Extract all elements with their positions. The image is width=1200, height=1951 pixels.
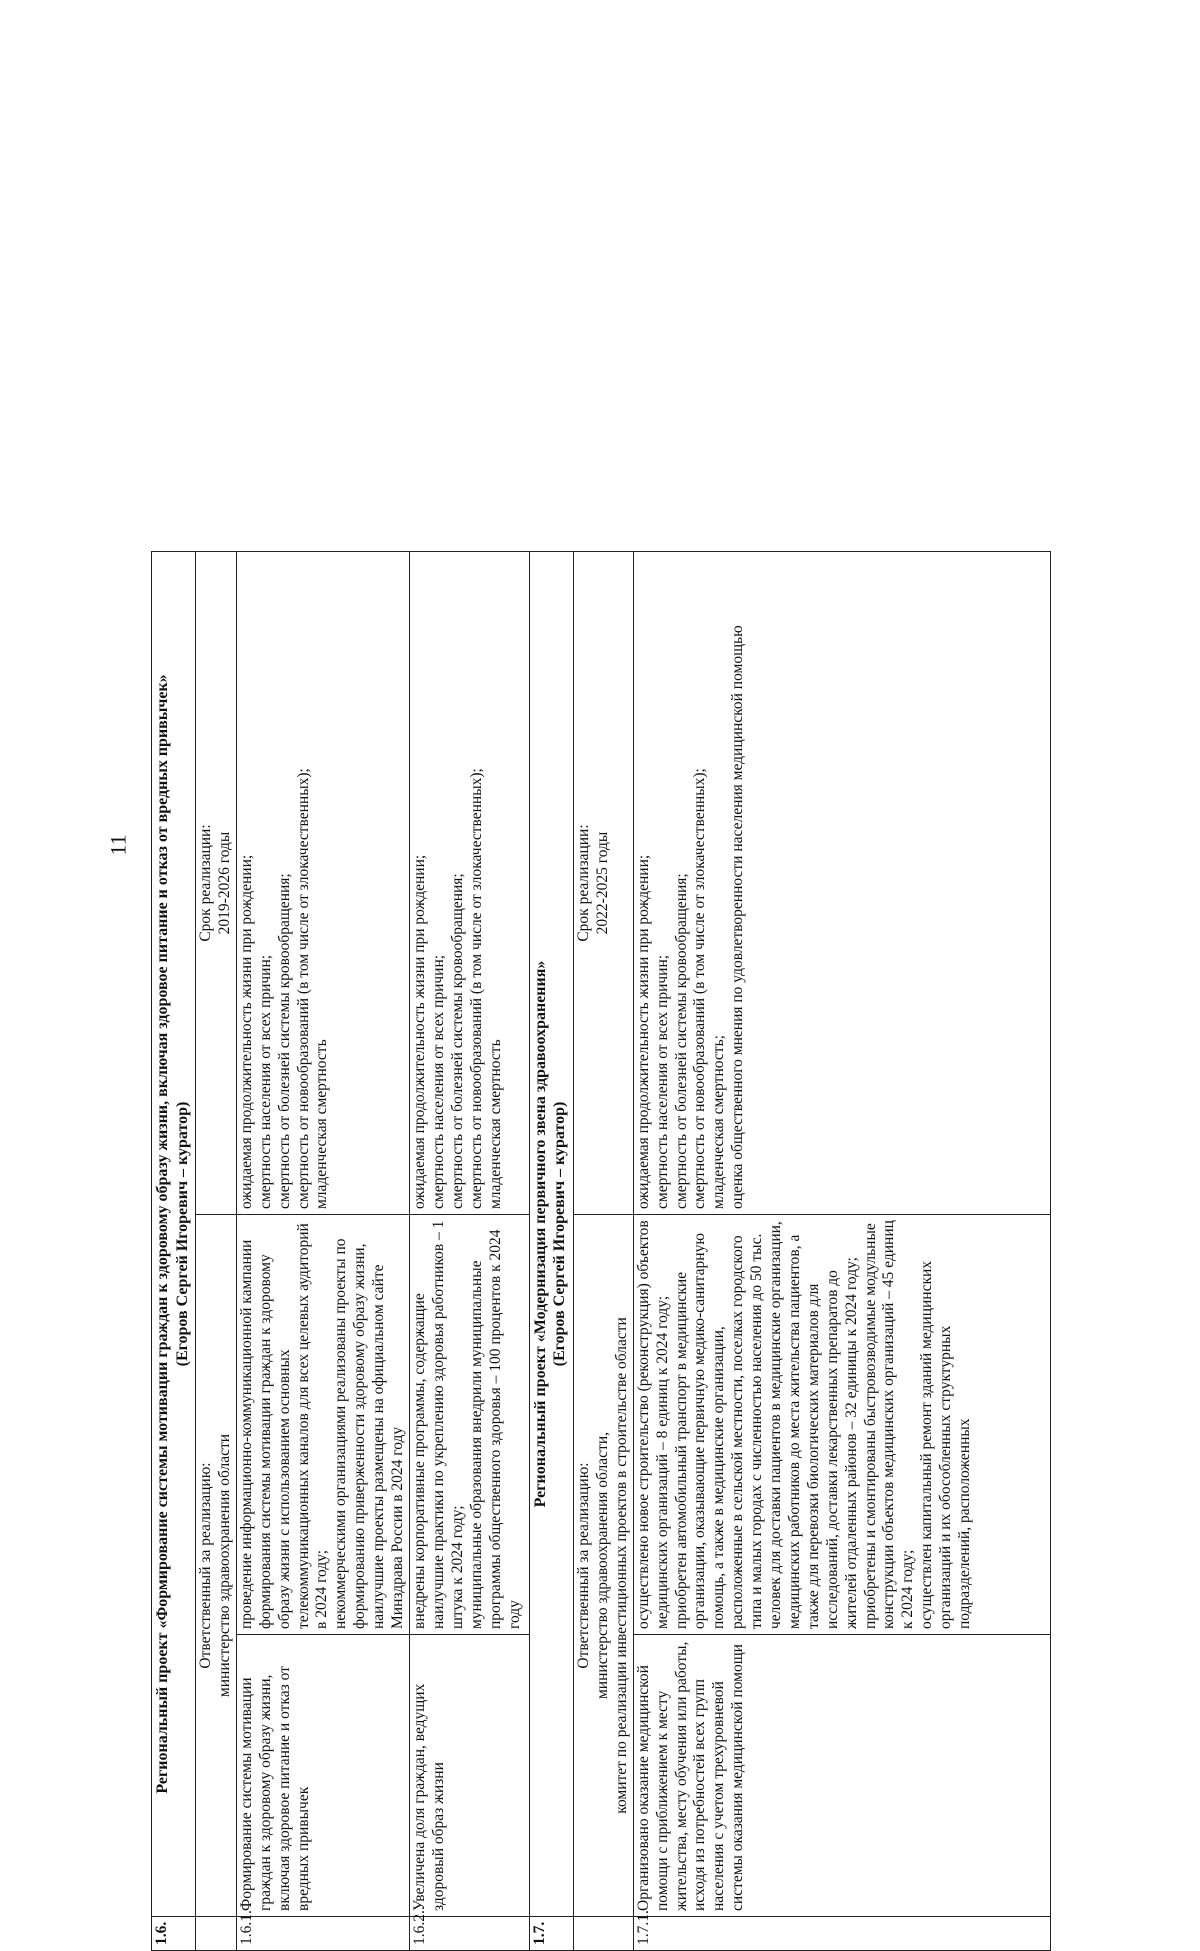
project-header-row [529, 552, 573, 1951]
indicator-item: оценка общественного мнения по удовлетворенности населения медицинской помощью [729, 625, 747, 1209]
indicator-item: смертность от новообразований (в том числе от злокачественных); [294, 768, 312, 1209]
responsible-row [196, 552, 237, 1951]
responsible-label: Ответственный за реализацию: [197, 1462, 214, 1669]
measure-item: проведение информационно-коммуникационной кампании формирования системы мотивации граждан к здоровому образу жизни с использованием основных телекоммуникационных каналов для всех целевых аудиторий в 2024 году; [237, 1223, 331, 1629]
indicator-item: смертность от болезней системы кровообращения; [448, 873, 466, 1209]
indicator-item: ожидаемая продолжительность жизни при рождении; [410, 854, 428, 1209]
project-curator: (Егоров Сергей Игоревич – куратор) [173, 1101, 191, 1367]
measures-cell [633, 1215, 1050, 1635]
measures-cell [409, 1215, 529, 1635]
indicator-item: младенческая смертность; [710, 1035, 728, 1209]
indicator-item: смертность населения от всех причин; [653, 954, 671, 1209]
indicators-cell [236, 552, 409, 1215]
project-title [529, 552, 573, 1917]
project-title-line: Региональный проект «Модернизация первичного звена здравоохранения» [531, 960, 549, 1508]
measure-item: осуществлено новое строительство (реконструкция) объектов медицинских организаций – 8 единиц к 2024 году; [634, 1220, 671, 1629]
term-value: 2022-2025 годы [593, 831, 611, 935]
measure-item: внедрены корпоративные программы, содержащие наилучшие практики по укреплению здоровья работников – 1 штука к 2024 году; [410, 1220, 466, 1629]
result-text: Увеличена доля граждан, ведущих здоровый образ жизни [409, 1635, 529, 1917]
project-curator: (Егоров Сергей Игоревич – куратор) [551, 1101, 569, 1367]
indicators-cell [633, 552, 1050, 1215]
result-text: Организовано оказание медицинской помощи с приближением к месту жительства, месту обучения или работы, исходя из потребностей всех групп населения с учетом трехуровневой системы оказания медицинской помощи [633, 1635, 1050, 1917]
indicator-item: младенческая смертность [313, 1039, 331, 1209]
row-number: 1.6.2. [409, 1917, 529, 1951]
responsible-org: министерство здравоохранения области [215, 1433, 233, 1698]
project-number: 1.6. [152, 1917, 196, 1951]
indicator-item: смертность от болезней системы кровообращения; [275, 873, 293, 1209]
measure-item: муниципальные образования внедрили муниципальные программы общественного здоровья – 100 процентов к 2024 году [467, 1229, 523, 1629]
project-plan-table [151, 551, 1051, 1951]
indicator-item: смертность населения от всех причин; [256, 954, 274, 1209]
measure-item: некоммерческими организациями реализованы проекты по формированию приверженности здоровому образу жизни, наилучшие проекты размещены на официальном сайте Минздрава России в 2024 году [332, 1238, 407, 1629]
responsible-row [573, 552, 633, 1951]
page-number: 11 [105, 834, 131, 856]
row-number: 1.7.1. [633, 1917, 1050, 1951]
measures-cell [236, 1215, 409, 1635]
measure-item: осуществлен капитальный ремонт зданий медицинских организаций и их обособленных структурных подразделений, расположенных [918, 1260, 974, 1629]
measure-item: приобретены и смонтированы быстровозводимые модульные конструкции объектов медицинских организаций – 45 единиц к 2024 году; [861, 1220, 917, 1629]
indicators-cell [409, 552, 529, 1215]
term-cell [196, 552, 237, 1215]
responsible-cell [196, 1215, 237, 1917]
table-row [633, 552, 1050, 1951]
indicator-item: младенческая смертность [486, 1039, 504, 1209]
responsible-cell [573, 1215, 633, 1917]
indicator-item: смертность от болезней системы кровообращения; [672, 873, 690, 1209]
responsible-org: министерство здравоохранения области, [593, 1432, 611, 1699]
indicator-item: ожидаемая продолжительность жизни при рождении; [634, 854, 652, 1209]
responsible-org: комитет по реализации инвестиционных проектов в строительстве области [612, 1317, 630, 1814]
measure-item: приобретен автомобильный транспорт в медицинские организации, оказывающие первичную медико-санитарную помощь, а также в медицинские организации, расположенные в сельской местности, поселках городского типа и малых городах с численностью населения до 50 тыс. человек для доставки пациентов в медицинские организации, медицинских работников до места жительства пациентов, а также для перевозки биологических материалов для исследований, доставки лекарственных препаратов до жителей отдаленных районов – 32 единицы к 2024 году; [672, 1221, 860, 1629]
project-header-row [152, 552, 196, 1951]
indicator-item: смертность населения от всех причин; [429, 954, 447, 1209]
term-label: Срок реализации: [197, 824, 214, 942]
responsible-label: Ответственный за реализацию: [574, 1462, 592, 1669]
indicator-item: смертность от новообразований (в том числе от злокачественных); [467, 768, 485, 1209]
term-value: 2019-2026 годы [215, 831, 233, 935]
indicator-item: ожидаемая продолжительность жизни при рождении; [237, 854, 255, 1209]
row-number: 1.6.1. [236, 1917, 409, 1951]
project-number: 1.7. [529, 1917, 573, 1951]
term-label: Срок реализации: [574, 824, 592, 942]
term-cell [573, 552, 633, 1215]
indicator-item: смертность от новообразований (в том числе от злокачественных); [691, 768, 709, 1209]
table-row [236, 552, 409, 1951]
rotated-table-sheet [151, 551, 1051, 1951]
project-title-line: Региональный проект «Формирование системы мотивации граждан к здоровому образу жизни, включая здоровое питание и отказ от вредных привычек» [154, 674, 171, 1794]
table-row [409, 552, 529, 1951]
result-text: Формирование системы мотивации граждан к здоровому образу жизни, включая здоровое питание и отказ от вредных привычек [236, 1635, 409, 1917]
project-title [152, 552, 196, 1917]
